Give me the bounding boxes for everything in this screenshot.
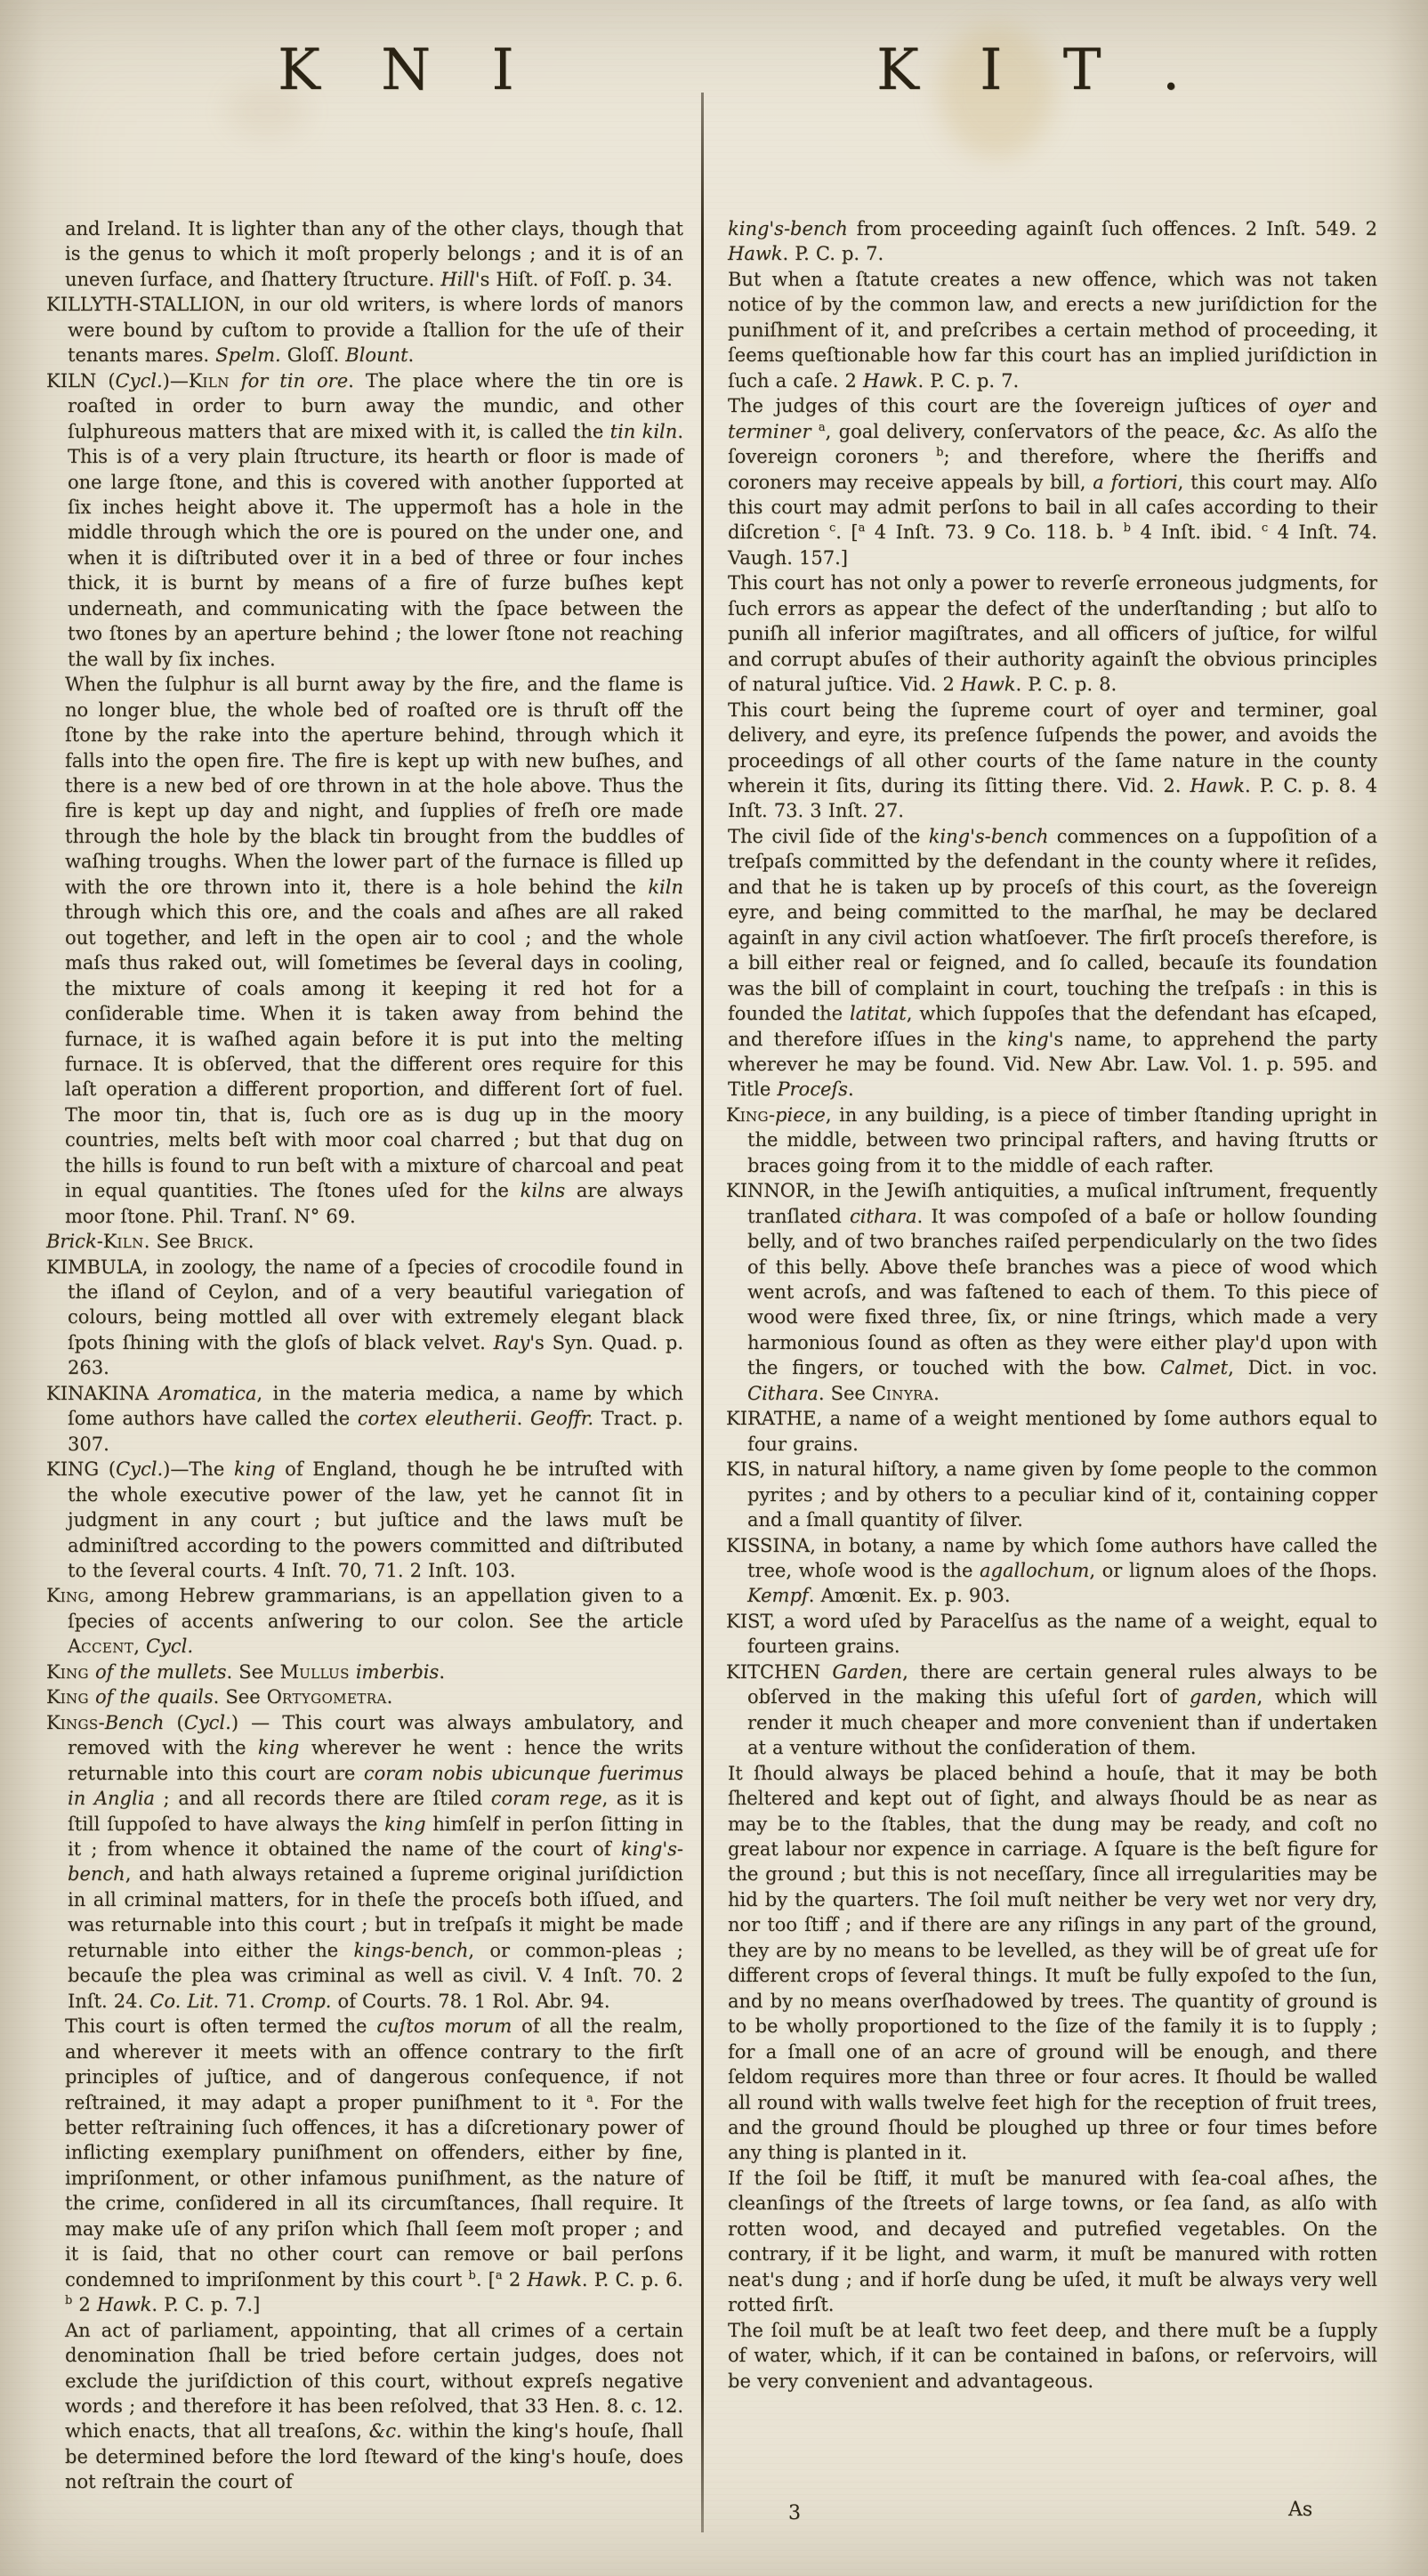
- column-divider-rule: [701, 93, 704, 2532]
- paragraph-kiln-paragraph-2: When the ſulphur is all burnt away by the fire, and the flame is no longer blue, the whole bed of roaſted ore is thruſt off the ſtone by the rake into the aperture behind, through which it falls into the open fire. The fire is kept up with new buſhes, and there is a new bed of ore thrown in at the hole above. Thus the fire is kept up day and night, and ſupplies of freſh ore made through the hole by the black tin brought from the buddles of waſhing troughs. When the lower part of the furnace is filled up with the ore thrown into it, there is a hole behind the kiln through which this ore, and the coals and aſhes are all raked out together, and left in the open air to cool ; and the whole maſs thus raked out, will ſometimes be ſeveral days in cooling, the mixture of coals among it keeping it red hot for a conſiderable time. When it is taken away from behind the furnace, it is waſhed again before it is put into the melting furnace. It is obſerved, that the different ores require for this laſt operation a different proportion, and different ſort of fuel. The moor tin, that is, ſuch ore as is dug up in the moory countries, melts beſt with moor coal charred ; but that dug on the hills is found to run beſt with a mixture of charcoal and peat in equal quantities. The ſtones uſed for the kilns are always moor ſtone. Phil. Tranſ. N° 69.: [65, 674, 683, 1227]
- column-right: [726, 216, 1377, 2530]
- entry-killyth-stallion: KILLYTH-STALLION, in our old writers, is where lords of manors were bound by cuſtom to provide a ſtallion for the uſe of their tenants mares. Spelm. Gloſſ. Blount.: [46, 294, 683, 367]
- entry-kimbula: KIMBULA, in zoology, the name of a ſpecies of crocodile found in the iſland of Ceylon, and of a very beautiful variegation of colours, being mottled all over with extremely elegant black ſpots ſhining with the gloſs of black velvet. Ray's Syn. Quad. p. 263.: [46, 1256, 683, 1379]
- entry-king-of-the-mullets: King of the mullets. See Mullus imberbis.: [46, 1660, 445, 1683]
- entry-king: KING (Cycl.)—The king of England, though he be intruſted with the whole executive power of the law, yet he cannot ſit in judgment in any court ; but juſtice and the laws muſt be adminiſtred according to the powers committed and diſtributed to the ſeveral courts. 4 Inſt. 70, 71. 2 Inſt. 103.: [46, 1458, 683, 1582]
- catchword: As: [1288, 2499, 1313, 2521]
- signature-mark: 3: [788, 2502, 801, 2524]
- running-head-right: K I T .: [876, 37, 1202, 103]
- paragraph-kitchen-garden-soil-depth: The ſoil muſt be at leaſt two feet deep, and there muſt be a ſupply of water, which, if it can be contained in baſons, or reſervoirs, will be very convenient and advantageous.: [728, 2319, 1377, 2392]
- entry-king-piece: King-piece, in any building, is a piece of timber ſtanding upright in the middle, between two principal rafters, and having ſtrutts or braces going from it to the middle of each rafter.: [726, 1103, 1377, 1176]
- entry-king-of-the-quails: King of the quails. See Ortygometra.: [46, 1686, 393, 1708]
- entry-brick-kiln: Brick-Kiln. See Brick.: [46, 1231, 254, 1253]
- entry-kissina: KISSINA, in botany, a name by which ſome authors have called the tree, whoſe wood is the agallochum, or lignum aloes of the ſhops. Kempf. Amœnit. Ex. p. 903.: [726, 1534, 1377, 1607]
- entry-king-hebrew: King, among Hebrew grammarians, is an appellation given to a ſpecies of accents anſwering to our colon. See the article Accent, Cycl.: [46, 1585, 683, 1658]
- paragraph-kings-bench-judges: The judges of this court are the ſovereign juſtices of oyer and terminer $^a$, goal delivery, conſervators of the peace, &c. As alſo the ſovereign coroners $^b$; and therefore, where the ſheriffs and coroners may receive appeals by bill, a fortiori, this court may. Alſo this court may admit perſons to bail in all caſes according to their diſcretion $^c$. [$^a$ 4 Inſt. 73. 9 Co. 118. b. $^b$ 4 Inſt. ibid. $^c$ 4 Inſt. 74. Vaugh. 157.]: [728, 395, 1378, 569]
- entry-kirathe: KIRATHE, a name of a weight mentioned by ſome authors equal to four grains.: [726, 1408, 1377, 1455]
- paragraph-kings-bench-supreme-court: This court being the ſupreme court of oyer and terminer, goal delivery, and eyre, its preſence ſuſpends the power, and avoids the proceedings of all other courts of the ſame nature in the county wherein it ſits, during its ſitting there. Vid. 2. Hawk. P. C. p. 8. 4 Inſt. 73. 3 Inſt. 27.: [728, 699, 1377, 822]
- column-left: [46, 216, 683, 2530]
- entry-kings-bench: Kings-Bench (Cycl.) — This court was always ambulatory, and removed with the king wherever he went : hence the writs returnable into this court are coram nobis ubicunque fuerimus in Anglia ; and all records there are ſtiled coram rege, as it is ſtill ſuppoſed to have always the king himſelf in perſon ſitting in it ; from whence it obtained the name of the court of king's-bench, and hath always retained a ſupreme original juriſdiction in all criminal matters, for in theſe the proceſs both iſſued, and was returnable into this court ; but in treſpaſs it might be made returnable into either the kings-bench, or common-pleas ; becauſe the plea was criminal as well as civil. V. 4 Inſt. 70. 2 Inſt. 24. Co. Lit. 71. Cromp. of Courts. 78. 1 Rol. Abr. 94.: [46, 1711, 684, 2012]
- entry-kinnor: KINNOR, in the Jewiſh antiquities, a muſical inſtrument, frequently tranſlated cithara. It was compoſed of a baſe or hollow ſounding belly, and of two branches raiſed perpendicularly on the two ſides of this belly. Above theſe branches was a piece of wood which went acroſs, and was faſtened to each of them. To this piece of wood were fixed three, ſix, or nine ſtrings, which made a very harmonious ſound as often as they were either play'd upon with the fingers, or touched with the bow. Calmet, Dict. in voc. Cithara. See Cinyra.: [726, 1180, 1378, 1404]
- entry-kist: KIST, a word uſed by Paracelſus as the name of a weight, equal to fourteen grains.: [726, 1610, 1377, 1658]
- entry-kitchen-garden: KITCHEN Garden, there are certain general rules always to be obſerved in the making this uſeful ſort of garden, which will render it much cheaper and more convenient than if undertaken at a venture without the conſideration of them.: [726, 1660, 1377, 1759]
- paragraph-kitchen-garden-placement: It ſhould always be placed behind a houſe, that it may be both ſheltered and kept out of ſight, and always ſhould be as near as may be to the ſtables, that the dung may be ready, and coſt no great labour nor expence in carriage. A ſquare is the beſt figure for the ground ; but this is not neceſſary, ſince all irregularities may be hid by the quarters. The ſoil muſt neither be very wet nor very dry, nor too ſtiff ; and if there are any riſings in any part of the ground, they are by no means to be levelled, as they will be of great uſe for different crops of ſeveral things. It muſt be fully expoſed to the ſun, and by no means overſhadowed by trees. The quantity of ground is to be wholly proportioned to the ſize of the family it is to ſupply ; for a ſmall one of an acre of ground will be enough, and there ſeldom requires more than three or four acres. It ſhould be walled all round with walls twelve feet high for the reception of fruit trees, and the ground ſhould be ploughed up three or four times before any thing is planted in it.: [728, 1762, 1377, 2164]
- paragraph-kings-bench-reverse-judgments: This court has not only a power to reverſe erroneous judgments, for ſuch errors as appear the defect of the underſtanding ; but alſo to puniſh all inferior magiſtrates, and all officers of juſtice, for wilful and corrupt abuſes of their authority againſt the obvious principles of natural juſtice. Vid. 2 Hawk. P. C. p. 8.: [728, 572, 1377, 696]
- entry-kis: KIS, in natural hiſtory, a name given by ſome people to the common pyrites ; and by others to a peculiar kind of it, containing copper and a ſmall quantity of ſilver.: [726, 1458, 1377, 1531]
- paragraph-kitchen-garden-soil-stiff: If the ſoil be ſtiff, it muſt be manured with ſea-coal aſhes, the cleanſings of the ſtreets of large towns, or ſea ſand, as alſo with rotten wood, and decayed and putrefied vegetables. On the contrary, if it be light, and warm, it muſt be manured with rotten neat's dung ; and if horſe dung be uſed, it muſt be always very well rotted firſt.: [728, 2167, 1377, 2316]
- paragraph-kidney-clay-continuation: and Ireland. It is lighter than any of the other clays, though that is the genus to which it moſt properly belongs ; and it is of an uneven ſurface, and ſhattery ſtructure. Hill's Hiſt. of Foſſ. p. 34.: [65, 218, 683, 290]
- entry-kiln: KILN (Cycl.)—Kiln for tin ore. The place where the tin ore is roaſted in order to burn away the mundic, and other ſulphureous matters that are mixed with it, is called the tin kiln. This is of a very plain ſtructure, its hearth or floor is made of one large ſtone, and this is covered with another ſupported at ſix inches height above it. The uppermoſt has a hole in the middle through which the ore is poured on the under one, and when it is diſtributed over it in a bed of three or four inches thick, it is burnt by means of a fire of furze buſhes kept underneath, and communicating with the ſpace between the two ſtones by an aperture behind ; the lower ſtone not reaching the wall by ſix inches.: [46, 369, 683, 670]
- paragraph-kings-bench-new-offence: But when a ſtatute creates a new offence, which was not taken notice of by the common law, and erects a new juriſdiction for the puniſhment of it, and preſcribes a certain method of proceeding, it ſeems queſtionable how far this court has an implied juriſdiction in ſuch a caſe. 2 Hawk. P. C. p. 7.: [728, 268, 1377, 392]
- paragraph-kings-bench-continuation: king's-bench from proceeding againſt ſuch offences. 2 Inſt. 549. 2 Hawk. P. C. p. 7.: [728, 218, 1377, 265]
- paragraph-kings-bench-custos-morum: This court is often termed the cuſtos morum of all the realm, and wherever it meets with an offence contrary to the firſt principles of juſtice, and of dangerous conſequence, if not reſtrained, it may adapt a proper puniſhment to it $^a$. For the better reſtraining ſuch offences, it has a diſcretionary power of inflicting exemplary puniſhment on offenders, either by fine, impriſonment, or other infamous puniſhment, as the nature of the crime, conſidered in all its circumſtances, ſhall require. It may make uſe of any priſon which ſhall ſeem moſt proper ; and it is ſaid, that no other court can remove or bail perſons condemned to impriſonment by this court $^b$. [$^a$ 2 Hawk. P. C. p. 6. $^b$ 2 Hawk. P. C. p. 7.]: [65, 2015, 684, 2316]
- paragraph-kings-bench-act-of-parliament: An act of parliament, appointing, that all crimes of a certain denomination ſhall be tried before certain judges, does not exclude the juriſdiction of this court, without expreſs negative words ; and therefore it has been reſolved, that 33 Hen. 8. c. 12. which enacts, that all treaſons, &c. within the king's houſe, ſhall be determined before the lord ſteward of the king's houſe, does not reſtrain the court of: [65, 2319, 683, 2493]
- entry-kinakina: KINAKINA Aromatica, in the materia medica, a name by which ſome authors have called the cortex eleutherii. Geoffr. Tract. p. 307.: [46, 1382, 683, 1455]
- paragraph-kings-bench-civil-side: The civil ſide of the king's-bench commences on a ſuppoſition of a treſpaſs committed by the defendant in the county where it reſides, and that he is taken up by proceſs of this court, as the ſovereign eyre, and being committed to the marſhal, he may be declared againſt in any civil action whatſoever. The firſt proceſs therefore, is a bill either real or feigned, and ſo called, becauſe its foundation was the bill of complaint in court, touching the treſpaſs : in this is founded the latitat, which ſuppoſes that the defendant has eſcaped, and therefore iſſues in the king's name, to apprehend the party wherever he may be found. Vid. New Abr. Law. Vol. 1. p. 595. and Title Proceſs.: [728, 825, 1377, 1101]
- running-head-left: K N I: [278, 37, 536, 103]
